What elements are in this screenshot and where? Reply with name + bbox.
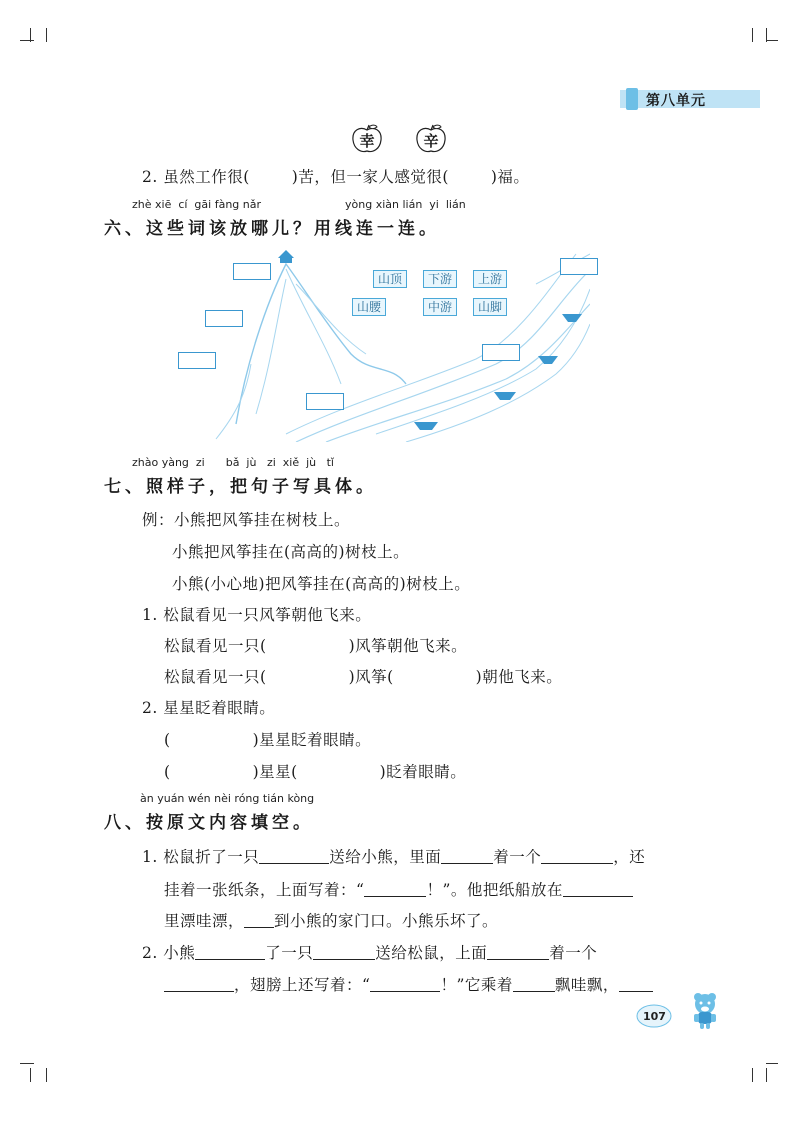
blank[interactable]	[259, 847, 329, 864]
blank[interactable]	[563, 880, 633, 897]
blank[interactable]	[541, 847, 613, 864]
word-box-xiayou[interactable]: 下游	[423, 270, 457, 288]
answer-box-1[interactable]	[233, 263, 271, 280]
section7-pinyin: zhào yàng zi bǎ jù zi xiě jù tǐ	[132, 456, 334, 469]
section8-pinyin: àn yuán wén nèi róng tián kòng	[140, 792, 315, 805]
word-box-zhongyou[interactable]: 中游	[423, 298, 457, 316]
unit-tab-label: 第八单元	[646, 93, 706, 109]
unit-tab	[620, 90, 760, 108]
answer-box-2[interactable]	[205, 310, 243, 327]
blank[interactable]	[364, 880, 426, 897]
section7-title: 七、照样子，把句子写具体。	[104, 477, 377, 497]
word-box-shanding[interactable]: 山顶	[373, 270, 407, 288]
example-sentence-1: 小熊把风筝挂在(高高的)树枝上。	[172, 543, 410, 561]
blank[interactable]	[513, 975, 555, 992]
blank[interactable]	[195, 943, 265, 960]
answer-box-4[interactable]	[306, 393, 344, 410]
q5-item2: 2. 虽然工作很( )苦，但一家人感觉很( )福。	[142, 168, 530, 186]
example-label: 例：小熊把风筝挂在树枝上。	[142, 511, 351, 529]
s8-p1-line1: 1. 松鼠折了一只 送给小熊，里面 着一个 ，还	[142, 848, 646, 866]
s8-p2-line2: ，翅膀上还写着：“ ！”它乘着 飘哇飘，	[164, 973, 653, 995]
s7-item2-line-a: ( )星星眨着眼睛。	[164, 731, 372, 749]
unit-tab-marker	[626, 88, 638, 110]
blank[interactable]	[441, 847, 493, 864]
answer-box-3[interactable]	[178, 352, 216, 369]
word-box-shanjiao[interactable]: 山脚	[473, 298, 507, 316]
answer-box-5[interactable]	[482, 344, 520, 361]
s8-p2-line1: 2. 小熊 了一只 送给松鼠，上面 着一个	[142, 944, 598, 962]
s7-item2: 2. 星星眨着眼睛。	[142, 699, 276, 717]
apple-char-2: 辛	[423, 132, 439, 150]
blank[interactable]	[487, 943, 549, 960]
s7-item1-line-a: 松鼠看见一只( )风筝朝他飞来。	[164, 637, 468, 655]
blank[interactable]	[619, 975, 653, 992]
blank[interactable]	[164, 975, 234, 992]
apple-icon	[350, 124, 384, 154]
section6-pinyin-b: yòng xiàn lián yi lián	[345, 198, 466, 211]
section6-title: 六、这些词该放哪儿？用线连一连。	[104, 219, 440, 239]
blank[interactable]	[313, 943, 375, 960]
blank[interactable]	[370, 975, 440, 992]
page-number: 107	[643, 1010, 666, 1023]
example-sentence-2: 小熊(小心地)把风筝挂在(高高的)树枝上。	[172, 575, 471, 593]
blank[interactable]	[244, 911, 274, 928]
bear-mascot-icon	[688, 990, 722, 1030]
apple-icon	[414, 124, 448, 154]
section8-title: 八、按原文内容填空。	[104, 813, 314, 833]
s7-item1-line-b: 松鼠看见一只( )风筝( )朝他飞来。	[164, 668, 563, 686]
word-box-shanyao[interactable]: 山腰	[352, 298, 386, 316]
answer-box-6[interactable]	[560, 258, 598, 275]
apple-char-1: 幸	[359, 132, 375, 150]
s7-item2-line-b: ( )星星( )眨着眼睛。	[164, 763, 467, 781]
word-box-shangyou[interactable]: 上游	[473, 270, 507, 288]
s7-item1: 1. 松鼠看见一只风筝朝他飞来。	[142, 606, 372, 624]
s8-p1-line2: 挂着一张纸条，上面写着：“ ！”。他把纸船放在	[164, 878, 633, 900]
section6-pinyin-a: zhè xiē cí gāi fàng nǎr	[132, 198, 262, 211]
s8-p1-line3: 里漂哇漂， 到小熊的家门口。小熊乐坏了。	[164, 912, 499, 930]
